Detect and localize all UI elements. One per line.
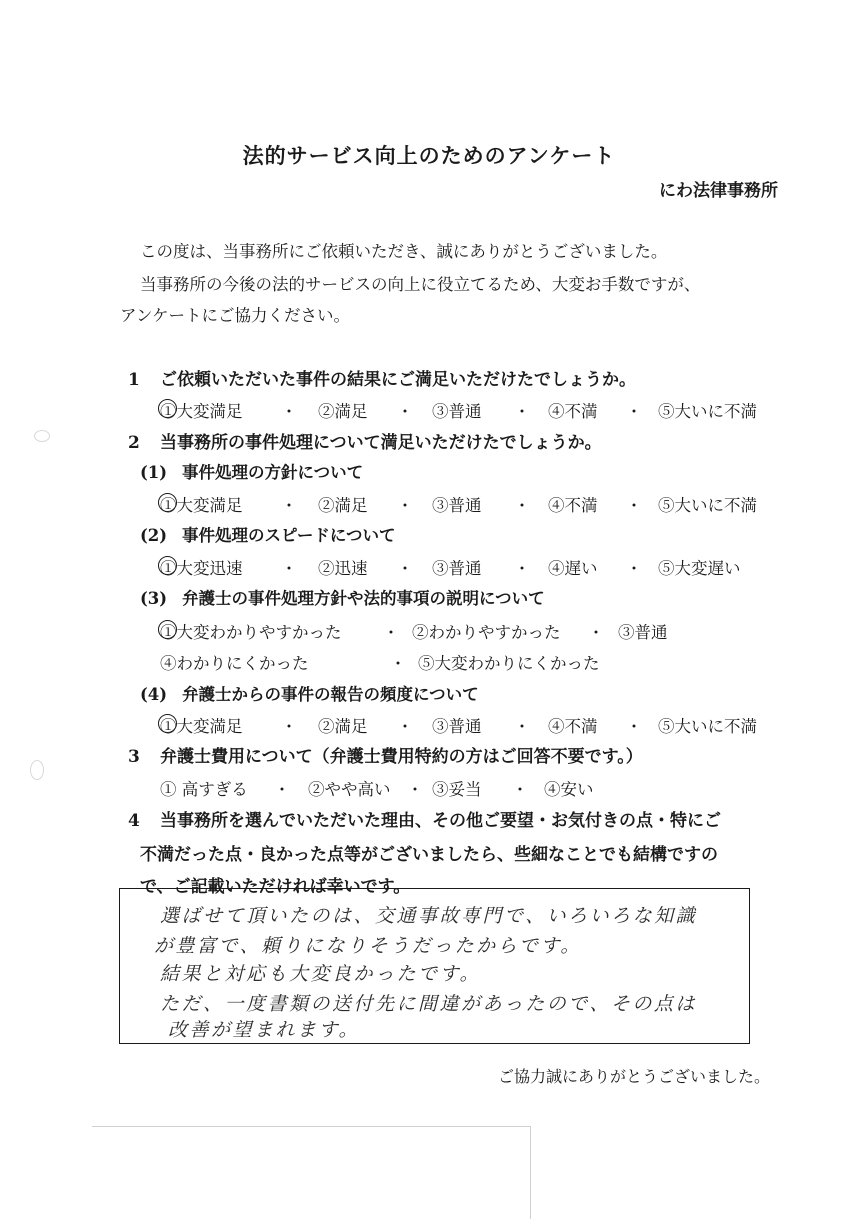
option-unclear[interactable]: ④わかりにくかった: [160, 654, 309, 673]
intro-line-2: 当事務所の今後の法的サービスの向上に役立てるため、大変お手数ですが、: [140, 275, 701, 294]
separator: ・: [273, 780, 291, 799]
separator: ・: [396, 402, 414, 421]
option-dissatisfied[interactable]: ④不満: [548, 496, 598, 515]
separator: ・: [382, 623, 400, 642]
separator: ・: [511, 780, 529, 799]
sub-question-text: 事件処理の方針について: [182, 463, 364, 482]
sub-question-number: (1): [140, 463, 168, 482]
question-4-line-2: 不満だった点・良かった点等がございましたら、些細なことでも結構ですの: [140, 845, 718, 865]
option-neutral[interactable]: ③普通: [618, 623, 668, 642]
handwritten-answer-line-2: が豊富で、頼りになりそうだったからです。: [154, 935, 582, 957]
q2-3-options-row-1: [160, 619, 668, 643]
intro-line-1: この度は、当事務所にご依頼いただき、誠にありがとうございました。: [140, 242, 668, 261]
question-number: 2: [128, 433, 140, 453]
option-dissatisfied[interactable]: ④不満: [548, 402, 598, 421]
question-3: [128, 742, 643, 767]
question-text-line-1: 当事務所を選んでいただいた理由、その他ご要望・お気付きの点・特にご: [160, 811, 721, 831]
option-satisfied[interactable]: ②満足: [318, 496, 368, 515]
page-title: 法的サービス向上のためのアンケート: [242, 143, 616, 168]
question-4: [128, 806, 721, 831]
question-number: 1: [128, 370, 140, 390]
sub-question-number: (3): [140, 589, 168, 608]
option-dissatisfied[interactable]: ④不満: [548, 717, 598, 736]
separator: ・: [280, 717, 298, 736]
option-fast[interactable]: ②迅速: [318, 559, 368, 578]
separator: ・: [406, 780, 424, 799]
option-very-satisfied[interactable]: ①大変満足: [160, 492, 260, 516]
attached-blank-paper: [92, 1126, 531, 1219]
option-very-fast[interactable]: ①大変迅速: [160, 555, 260, 579]
option-satisfied[interactable]: ②満足: [318, 717, 368, 736]
separator: ・: [513, 717, 531, 736]
sub-question-2-4: [140, 681, 479, 705]
sub-question-number: (4): [140, 685, 168, 704]
option-very-dissatisfied[interactable]: ⑤大いに不満: [658, 402, 757, 421]
option-reasonable[interactable]: ③妥当: [432, 780, 482, 799]
sub-question-text: 弁護士の事件処理方針や法的事項の説明について: [182, 589, 545, 608]
separator: ・: [587, 623, 605, 642]
option-somewhat-high[interactable]: ②やや高い: [308, 780, 391, 799]
option-very-dissatisfied[interactable]: ⑤大いに不満: [658, 496, 757, 515]
question-number: 4: [128, 811, 140, 831]
option-very-unclear[interactable]: ⑤大変わかりにくかった: [418, 654, 600, 673]
separator: ・: [625, 717, 643, 736]
handwritten-answer-line-1: 選ばせて頂いたのは、交通事故専門で、いろいろな知識: [160, 905, 698, 927]
separator: ・: [396, 717, 414, 736]
separator: ・: [280, 402, 298, 421]
option-very-clear[interactable]: ①大変わかりやすかった: [160, 619, 370, 643]
separator: ・: [280, 559, 298, 578]
sub-question-text: 弁護士からの事件の報告の頻度について: [182, 685, 479, 704]
option-neutral[interactable]: ③普通: [432, 717, 482, 736]
closing-message: ご協力誠にありがとうございました。: [497, 1067, 770, 1086]
free-answer-box[interactable]: [119, 888, 750, 1044]
question-text: 当事務所の事件処理について満足いただけたでしょうか。: [160, 433, 602, 453]
separator: ・: [513, 402, 531, 421]
option-neutral[interactable]: ③普通: [432, 402, 482, 421]
separator: ・: [625, 559, 643, 578]
option-slow[interactable]: ④遅い: [548, 559, 598, 578]
separator: ・: [396, 559, 414, 578]
question-4-line-3: で、ご記載いただければ幸いです。: [140, 877, 411, 897]
question-number: 3: [128, 747, 140, 767]
option-very-satisfied[interactable]: ①大変満足: [160, 713, 260, 737]
option-satisfied[interactable]: ②満足: [318, 402, 368, 421]
separator: ・: [280, 496, 298, 515]
separator: ・: [389, 654, 407, 673]
option-clear[interactable]: ②わかりやすかった: [412, 623, 561, 642]
separator: ・: [625, 402, 643, 421]
question-2: [128, 428, 602, 453]
option-cheap[interactable]: ④安い: [544, 780, 594, 799]
option-very-satisfied[interactable]: ①大変満足: [160, 398, 260, 422]
separator: ・: [625, 496, 643, 515]
q2-1-options: [160, 492, 757, 516]
option-neutral[interactable]: ③普通: [432, 496, 482, 515]
option-very-slow[interactable]: ⑤大変遅い: [658, 559, 741, 578]
question-1: [128, 365, 636, 390]
handwritten-answer-line-4: ただ、一度書類の送付先に間違があったので、その点は: [160, 993, 697, 1015]
question-text: 弁護士費用について（弁護士費用特約の方はご回答不要です。）: [160, 747, 643, 767]
option-neutral[interactable]: ③普通: [432, 559, 482, 578]
q3-options: [160, 776, 594, 800]
paper-edge-mark: [30, 760, 44, 780]
option-too-high[interactable]: ① 高すぎる: [160, 780, 248, 799]
handwritten-answer-line-5: 改善が望まれます。: [168, 1019, 360, 1041]
sub-question-2-2: [140, 522, 396, 546]
option-very-dissatisfied[interactable]: ⑤大いに不満: [658, 717, 757, 736]
q2-2-options: [160, 555, 741, 579]
sub-question-2-1: [140, 459, 363, 483]
sub-question-text: 事件処理のスピードについて: [182, 526, 396, 545]
separator: ・: [513, 559, 531, 578]
q2-4-options: [160, 713, 757, 737]
q1-options: [160, 398, 757, 422]
sub-question-2-3: [140, 585, 545, 609]
separator: ・: [396, 496, 414, 515]
question-text: ご依頼いただいた事件の結果にご満足いただけたでしょうか。: [160, 370, 636, 390]
sub-question-number: (2): [140, 526, 168, 545]
paper-edge-mark: [34, 430, 50, 442]
separator: ・: [513, 496, 531, 515]
q2-3-options-row-2: [160, 650, 600, 674]
handwritten-answer-line-3: 結果と対応も大変良かったです。: [160, 963, 481, 985]
firm-name: にわ法律事務所: [659, 181, 778, 201]
intro-line-3: アンケートにご協力ください。: [120, 306, 351, 325]
